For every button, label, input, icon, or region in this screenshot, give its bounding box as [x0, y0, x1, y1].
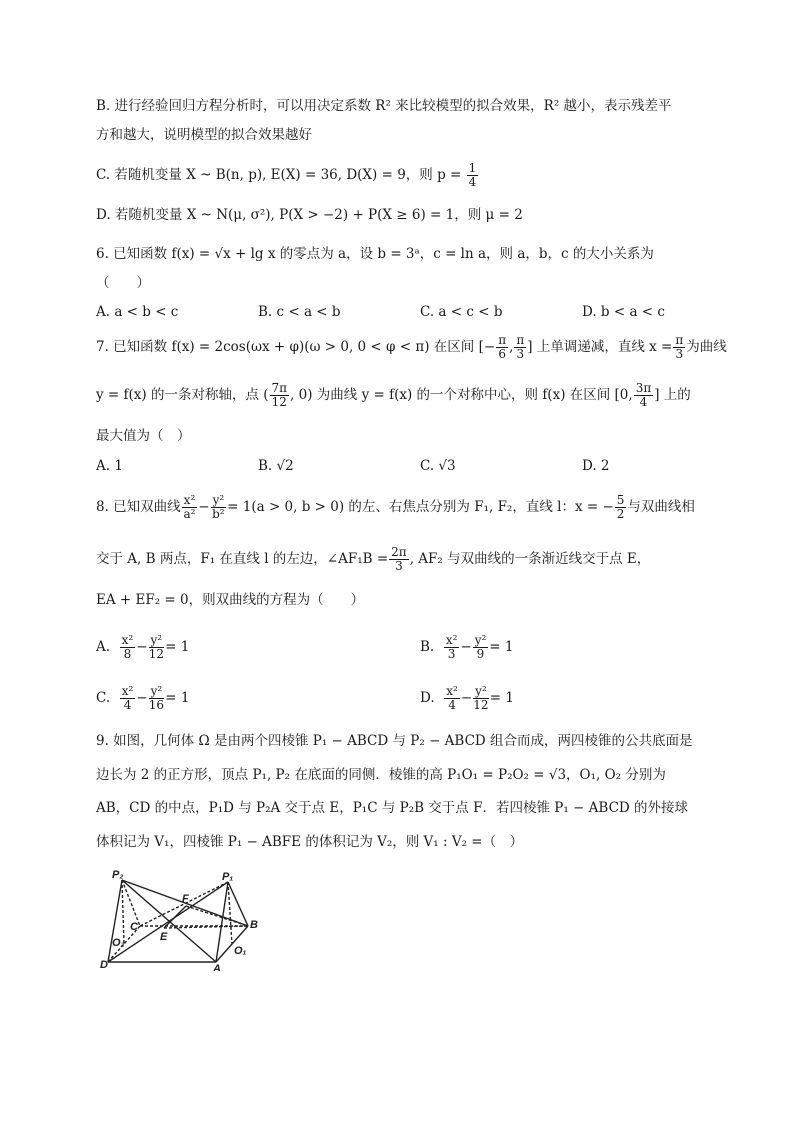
- q5-c-num: 1: [468, 161, 477, 175]
- q8-d-n2: y²: [475, 684, 487, 698]
- q7-l2-a: y = f(x) 的一条对称轴，点 (: [96, 387, 269, 403]
- label-b: B: [250, 919, 258, 931]
- q7-l2f1n: 7π: [271, 381, 288, 395]
- q7-f3n: π: [675, 333, 684, 347]
- q8-l1-a: 8. 已知双曲线: [96, 499, 181, 515]
- q7-f1d: 6: [498, 347, 506, 361]
- edge-fb: [186, 906, 248, 926]
- q8-l1-c: 与双曲线相: [627, 499, 695, 515]
- q7-frac-7pi12: [270, 382, 290, 409]
- edge-ef: [164, 906, 186, 928]
- q7-f2n: π: [516, 333, 525, 347]
- q8-b-label: B.: [420, 639, 435, 655]
- q8-l2-a: 交于 A, B 两点，F₁ 在直线 l 的左边，∠AF₁B =: [96, 551, 389, 567]
- q8-c-d1: 4: [123, 698, 132, 712]
- edge-p2o2: [122, 880, 124, 944]
- label-p2: P₂: [112, 869, 124, 881]
- q9-stem-line3: AB，CD 的中点，P₁D 与 P₂A 交于点 E，P₁C 与 P₂B 交于点 F．若四棱锥 P₁ − ABCD 的外接球: [96, 800, 689, 816]
- q9-stem-line1: 9. 如图，几何体 Ω 是由两个四棱锥 P₁ − ABCD 与 P₂ − ABCD 组合而成，两四棱锥的公共底面是: [96, 733, 693, 749]
- q7-l2-c: ] 上的: [654, 387, 691, 403]
- q8-option-d: [420, 681, 514, 715]
- q7-l2f1d: 12: [271, 395, 287, 409]
- q8-a-label: A.: [96, 639, 111, 655]
- q8-l2fn: 2π: [391, 545, 407, 559]
- q8-option-c: [96, 681, 189, 715]
- q8-minus: −: [198, 499, 210, 515]
- q8-c-minus: −: [136, 690, 148, 706]
- label-d: D: [100, 959, 108, 971]
- q8-c-n1: x²: [121, 684, 134, 698]
- q8-b-d1: 3: [447, 647, 456, 661]
- q8-a-f1: [120, 634, 136, 661]
- q7-frac-pi6: [496, 334, 508, 361]
- q7-option-d: D. 2: [582, 458, 610, 474]
- q8-a-eq: = 1: [165, 639, 190, 655]
- q8-c-label: C.: [96, 690, 111, 706]
- q7-option-a: A. 1: [96, 458, 123, 474]
- q8-stem-line2: [96, 542, 650, 576]
- q8-a-f2: [149, 634, 165, 661]
- q8-frac-y2b2: [211, 494, 227, 521]
- q8-a-d1: 8: [123, 647, 132, 661]
- q7-l2f2d: 4: [639, 395, 648, 409]
- q8-l1-b: = 1(a > 0, b > 0) 的左、右焦点分别为 F₁, F₂，直线 l：x = −: [227, 499, 614, 515]
- q5-c-den: 4: [468, 175, 477, 189]
- q8-frac-52: [615, 494, 627, 521]
- q7-frac-3pi4: [634, 382, 654, 409]
- q8-d-d2: 12: [473, 698, 489, 712]
- q5-option-c-text: C. 若随机变量 X ~ B(n, p), E(X) = 36, D(X) = 9，则 p =: [96, 167, 462, 183]
- q8-option-a: [96, 630, 189, 664]
- q8-f1n: x²: [183, 493, 196, 507]
- q8-d-f2: [473, 685, 489, 712]
- q5-option-c: [96, 160, 479, 190]
- q8-a-n2: y²: [150, 633, 163, 647]
- q8-b-eq: = 1: [489, 639, 514, 655]
- q8-d-minus: −: [460, 690, 473, 706]
- q7-frac-pi3: [514, 334, 526, 361]
- q8-d-label: D.: [420, 690, 435, 706]
- q8-f1d: a²: [183, 507, 196, 521]
- q7-stem-line2: [96, 380, 691, 410]
- q5-option-b-line2: 方和越大，说明模型的拟合效果越好: [96, 127, 312, 143]
- q7-l1-a: 7. 已知函数 f(x) = 2cos(ωx + φ)(ω > 0, 0 < φ < π) 在区间 [−: [96, 339, 496, 355]
- q6-option-c: C. a < c < b: [420, 304, 503, 320]
- q6-option-b: B. c < a < b: [258, 304, 341, 320]
- label-p1: P₁: [222, 871, 234, 883]
- q8-c-eq: = 1: [165, 690, 190, 706]
- q7-f3d: 3: [675, 347, 684, 361]
- q8-d-f1: [444, 685, 460, 712]
- q7-l1-b: ] 上单调递减，直线 x =: [527, 339, 673, 355]
- q8-b-f1: [444, 634, 460, 661]
- q9-stem-line2: 边长为 2 的正方形，顶点 P₁, P₂ 在底面的同侧．棱锥的高 P₁O₁ = P₂O₂ = √3，O₁, O₂ 分别为: [96, 767, 666, 783]
- label-c: C: [130, 921, 138, 933]
- edge-p1d: [108, 882, 228, 962]
- q8-b-n2: y²: [474, 633, 487, 647]
- q7-l2-b: , 0) 为曲线 y = f(x) 的一个对称中心，则 f(x) 在区间 [0,: [290, 387, 633, 403]
- edge-p2d: [108, 880, 122, 962]
- q8-a-d2: 12: [148, 647, 164, 661]
- q8-f2n: y²: [212, 493, 225, 507]
- q8-frac-2pi3: [389, 546, 409, 573]
- q8-stem-line1: [96, 490, 695, 524]
- q9-stem-line4: 体积记为 V₁，四棱锥 P₁ − ABFE 的体积记为 V₂，则 V₁ : V₂ =（ ）: [96, 834, 524, 850]
- q8-a-minus: −: [136, 639, 148, 655]
- q8-c-f1: [120, 685, 136, 712]
- label-e: E: [160, 931, 168, 943]
- q8-c-n2: y²: [150, 684, 163, 698]
- q7-stem-line1: 7. 已知函数 f(x) = 2cos(ωx + φ)(ω > 0, 0 < φ < π) 在区间 [− $\frac{\pi}{6}$ , $\frac{\pi}{3}$ ] 上单调递减，直线 x = $\frac{\pi}{3}$ 为曲线: [96, 333, 727, 361]
- q8-b-f2: [473, 634, 489, 661]
- q8-option-b: [420, 630, 514, 664]
- edge-p2c: [122, 880, 140, 926]
- edge-p1o1: [228, 882, 232, 944]
- q7-f1n: π: [498, 333, 507, 347]
- q8-l2-b: , AF₂ 与双曲线的一条渐近线交于点 E，: [409, 551, 651, 567]
- q8-b-n1: x²: [445, 633, 458, 647]
- label-o1: O₁: [234, 945, 247, 957]
- label-o2: O₂: [112, 937, 125, 949]
- q6-option-d: D. b < a < c: [582, 304, 665, 320]
- q8-c-d2: 16: [148, 698, 165, 712]
- q8-b-minus: −: [460, 639, 472, 655]
- q5-option-b-line1: B. 进行经验回归方程分析时，可以用决定系数 R² 来比较模型的拟合效果，R² 越小，表示残差平: [96, 98, 672, 114]
- q9-geometry-figure: [98, 866, 268, 971]
- q6-option-a: A. a < b < c: [96, 304, 179, 320]
- q6-paren: （ ）: [96, 275, 150, 291]
- q7-l1-c: 为曲线: [686, 339, 727, 355]
- q7-frac-pi3b: [673, 334, 685, 361]
- q8-a-n1: x²: [121, 633, 134, 647]
- q8-frac-x2a2: [182, 494, 198, 521]
- q8-f3d: 2: [616, 507, 625, 521]
- q8-d-n1: x²: [446, 684, 458, 698]
- q5-option-d: D. 若随机变量 X ~ N(μ, σ²), P(X > −2) + P(X ≥ 6) = 1，则 μ = 2: [96, 207, 523, 223]
- label-f: F: [182, 893, 189, 905]
- q6-stem: 6. 已知函数 f(x) = √x + lg x 的零点为 a，设 b = 3ᵃ，c = ln a，则 a，b，c 的大小关系为: [96, 246, 654, 262]
- q7-option-c: C. √3: [420, 458, 456, 474]
- q8-d-d1: 4: [448, 698, 456, 712]
- q8-stem-line3: EA + EF₂ = 0，则双曲线的方程为（ ）: [96, 592, 365, 608]
- q7-stem-line3: 最大值为（ ）: [96, 428, 191, 444]
- q7-f2d: 3: [516, 347, 525, 361]
- label-a: A: [213, 963, 221, 971]
- q8-b-d2: 9: [476, 647, 485, 661]
- q8-d-eq: = 1: [489, 690, 514, 706]
- q7-l2f2n: 3π: [635, 381, 652, 395]
- q8-f2d: b²: [212, 507, 225, 521]
- q5-option-c-fraction: [467, 162, 479, 189]
- q8-l2fd: 3: [395, 559, 403, 573]
- q8-c-f2: [149, 685, 165, 712]
- q7-option-b: B. √2: [258, 458, 294, 474]
- q8-f3n: 5: [616, 493, 625, 507]
